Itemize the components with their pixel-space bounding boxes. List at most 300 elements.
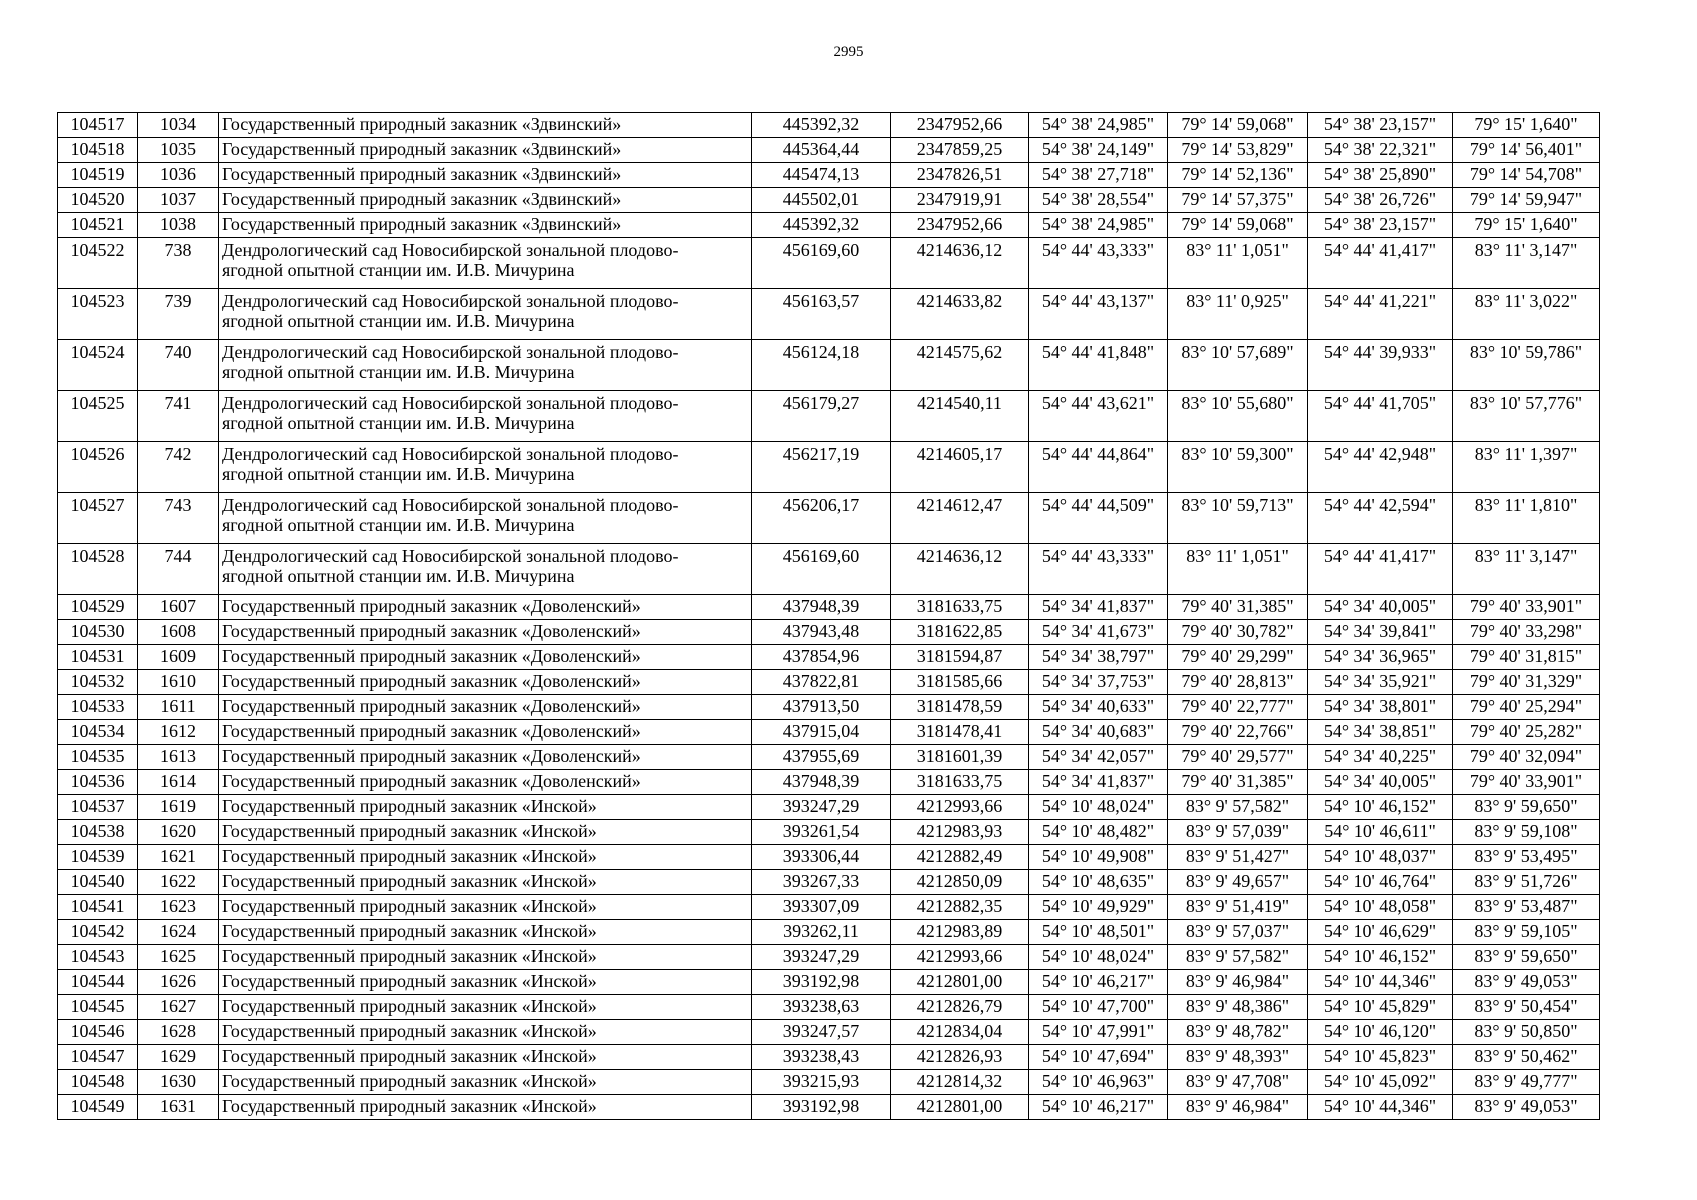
object-name-cell xyxy=(219,970,752,995)
longitude-1-cell: 79° 40' 29,577" xyxy=(1168,745,1308,770)
x-coordinate-cell: 393247,29 xyxy=(752,945,891,970)
point-number-cell: 1622 xyxy=(138,870,219,895)
latitude-2-cell: 54° 10' 44,346" xyxy=(1308,1095,1453,1120)
y-coordinate-cell: 2347826,51 xyxy=(891,163,1029,188)
table-row xyxy=(58,745,1600,770)
longitude-1-cell: 83° 10' 59,713" xyxy=(1168,493,1308,544)
latitude-1-cell: 54° 34' 37,753" xyxy=(1029,670,1168,695)
longitude-2-cell: 83° 9' 59,108" xyxy=(1453,820,1600,845)
longitude-1-cell: 79° 14' 57,375" xyxy=(1168,188,1308,213)
object-name-line: Государственный природный заказник «Доволенский» xyxy=(222,671,641,691)
object-name-line: Государственный природный заказник «Здвинский» xyxy=(222,214,622,234)
point-number-cell: 1607 xyxy=(138,595,219,620)
x-coordinate-cell: 445502,01 xyxy=(752,188,891,213)
page-number: 2995 xyxy=(833,44,864,60)
record-id-cell: 104548 xyxy=(58,1070,138,1095)
latitude-1-cell: 54° 44' 43,621" xyxy=(1029,391,1168,442)
point-number-cell: 1609 xyxy=(138,645,219,670)
y-coordinate-cell: 4212814,32 xyxy=(891,1070,1029,1095)
object-name-line: Государственный природный заказник «Здвинский» xyxy=(222,164,622,184)
latitude-2-cell: 54° 38' 23,157" xyxy=(1308,213,1453,238)
point-number-cell: 1623 xyxy=(138,895,219,920)
x-coordinate-cell: 393192,98 xyxy=(752,1095,891,1120)
longitude-1-cell: 79° 40' 31,385" xyxy=(1168,770,1308,795)
latitude-1-cell: 54° 44' 44,509" xyxy=(1029,493,1168,544)
object-name-line: Дендрологический сад Новосибирской зональной плодово- xyxy=(222,495,679,515)
table-row xyxy=(58,1020,1600,1045)
latitude-1-cell: 54° 44' 41,848" xyxy=(1029,340,1168,391)
longitude-1-cell: 83° 9' 49,657" xyxy=(1168,870,1308,895)
y-coordinate-cell: 4212983,89 xyxy=(891,920,1029,945)
latitude-2-cell: 54° 10' 46,152" xyxy=(1308,945,1453,970)
object-name-cell xyxy=(219,340,752,391)
object-name-cell xyxy=(219,138,752,163)
longitude-2-cell: 83° 11' 1,397" xyxy=(1453,442,1600,493)
latitude-2-cell: 54° 10' 45,829" xyxy=(1308,995,1453,1020)
latitude-1-cell: 54° 10' 46,217" xyxy=(1029,1095,1168,1120)
latitude-2-cell: 54° 34' 40,225" xyxy=(1308,745,1453,770)
latitude-2-cell: 54° 10' 45,823" xyxy=(1308,1045,1453,1070)
longitude-1-cell: 79° 40' 28,813" xyxy=(1168,670,1308,695)
object-name-line: Государственный природный заказник «Доволенский» xyxy=(222,696,641,716)
longitude-1-cell: 79° 40' 31,385" xyxy=(1168,595,1308,620)
longitude-2-cell: 83° 9' 51,726" xyxy=(1453,870,1600,895)
table-row xyxy=(58,795,1600,820)
object-name-line: ягодной опытной станции им. И.В. Мичурина xyxy=(222,413,575,433)
longitude-2-cell: 83° 9' 49,053" xyxy=(1453,970,1600,995)
longitude-1-cell: 83° 9' 57,582" xyxy=(1168,795,1308,820)
latitude-1-cell: 54° 10' 48,482" xyxy=(1029,820,1168,845)
table-row xyxy=(58,720,1600,745)
point-number-cell: 1626 xyxy=(138,970,219,995)
object-name-cell xyxy=(219,720,752,745)
longitude-1-cell: 83° 9' 57,582" xyxy=(1168,945,1308,970)
y-coordinate-cell: 3181601,39 xyxy=(891,745,1029,770)
object-name-cell xyxy=(219,1020,752,1045)
longitude-2-cell: 79° 14' 54,708" xyxy=(1453,163,1600,188)
point-number-cell: 1628 xyxy=(138,1020,219,1045)
longitude-2-cell: 79° 15' 1,640" xyxy=(1453,213,1600,238)
table-row xyxy=(58,1070,1600,1095)
table-row xyxy=(58,970,1600,995)
latitude-2-cell: 54° 10' 46,611" xyxy=(1308,820,1453,845)
y-coordinate-cell: 4214540,11 xyxy=(891,391,1029,442)
longitude-2-cell: 79° 40' 33,901" xyxy=(1453,595,1600,620)
x-coordinate-cell: 393238,43 xyxy=(752,1045,891,1070)
latitude-1-cell: 54° 34' 40,633" xyxy=(1029,695,1168,720)
object-name-line: Дендрологический сад Новосибирской зональной плодово- xyxy=(222,291,679,311)
table-row xyxy=(58,870,1600,895)
table-row xyxy=(58,695,1600,720)
record-id-cell: 104529 xyxy=(58,595,138,620)
object-name-line: ягодной опытной станции им. И.В. Мичурина xyxy=(222,260,575,280)
x-coordinate-cell: 445392,32 xyxy=(752,113,891,138)
table-row xyxy=(58,493,1600,544)
object-name-cell xyxy=(219,391,752,442)
object-name-cell xyxy=(219,670,752,695)
longitude-1-cell: 83° 9' 46,984" xyxy=(1168,1095,1308,1120)
latitude-1-cell: 54° 10' 46,963" xyxy=(1029,1070,1168,1095)
x-coordinate-cell: 456206,17 xyxy=(752,493,891,544)
object-name-line: Государственный природный заказник «Инской» xyxy=(222,821,597,841)
point-number-cell: 1624 xyxy=(138,920,219,945)
y-coordinate-cell: 4212983,93 xyxy=(891,820,1029,845)
latitude-2-cell: 54° 10' 48,037" xyxy=(1308,845,1453,870)
longitude-2-cell: 83° 9' 59,650" xyxy=(1453,945,1600,970)
longitude-2-cell: 83° 10' 57,776" xyxy=(1453,391,1600,442)
record-id-cell: 104535 xyxy=(58,745,138,770)
x-coordinate-cell: 456163,57 xyxy=(752,289,891,340)
table-row xyxy=(58,820,1600,845)
point-number-cell: 1611 xyxy=(138,695,219,720)
point-number-cell: 1613 xyxy=(138,745,219,770)
point-number-cell: 1620 xyxy=(138,820,219,845)
record-id-cell: 104524 xyxy=(58,340,138,391)
record-id-cell: 104521 xyxy=(58,213,138,238)
latitude-2-cell: 54° 44' 41,417" xyxy=(1308,544,1453,595)
x-coordinate-cell: 393267,33 xyxy=(752,870,891,895)
longitude-1-cell: 83° 9' 51,419" xyxy=(1168,895,1308,920)
y-coordinate-cell: 2347952,66 xyxy=(891,113,1029,138)
latitude-2-cell: 54° 34' 40,005" xyxy=(1308,595,1453,620)
latitude-2-cell: 54° 44' 41,417" xyxy=(1308,238,1453,289)
record-id-cell: 104540 xyxy=(58,870,138,895)
object-name-cell xyxy=(219,845,752,870)
y-coordinate-cell: 4214575,62 xyxy=(891,340,1029,391)
coordinates-table xyxy=(57,112,1600,1120)
object-name-cell xyxy=(219,163,752,188)
record-id-cell: 104518 xyxy=(58,138,138,163)
object-name-cell xyxy=(219,795,752,820)
longitude-1-cell: 83° 9' 57,039" xyxy=(1168,820,1308,845)
point-number-cell: 1608 xyxy=(138,620,219,645)
point-number-cell: 1630 xyxy=(138,1070,219,1095)
x-coordinate-cell: 445364,44 xyxy=(752,138,891,163)
x-coordinate-cell: 456169,60 xyxy=(752,238,891,289)
point-number-cell: 1037 xyxy=(138,188,219,213)
object-name-cell xyxy=(219,213,752,238)
latitude-1-cell: 54° 38' 24,149" xyxy=(1029,138,1168,163)
object-name-cell xyxy=(219,113,752,138)
x-coordinate-cell: 393247,29 xyxy=(752,795,891,820)
latitude-1-cell: 54° 34' 41,837" xyxy=(1029,595,1168,620)
x-coordinate-cell: 445392,32 xyxy=(752,213,891,238)
point-number-cell: 1631 xyxy=(138,1095,219,1120)
object-name-line: Государственный природный заказник «Инской» xyxy=(222,996,597,1016)
x-coordinate-cell: 456179,27 xyxy=(752,391,891,442)
point-number-cell: 744 xyxy=(138,544,219,595)
longitude-2-cell: 83° 11' 3,022" xyxy=(1453,289,1600,340)
y-coordinate-cell: 4212801,00 xyxy=(891,1095,1029,1120)
record-id-cell: 104520 xyxy=(58,188,138,213)
object-name-cell xyxy=(219,770,752,795)
longitude-1-cell: 83° 11' 1,051" xyxy=(1168,544,1308,595)
record-id-cell: 104526 xyxy=(58,442,138,493)
record-id-cell: 104525 xyxy=(58,391,138,442)
object-name-line: ягодной опытной станции им. И.В. Мичурина xyxy=(222,515,575,535)
y-coordinate-cell: 4214636,12 xyxy=(891,544,1029,595)
longitude-1-cell: 83° 9' 48,393" xyxy=(1168,1045,1308,1070)
record-id-cell: 104549 xyxy=(58,1095,138,1120)
latitude-1-cell: 54° 10' 47,700" xyxy=(1029,995,1168,1020)
table-row xyxy=(58,340,1600,391)
record-id-cell: 104537 xyxy=(58,795,138,820)
object-name-line: Дендрологический сад Новосибирской зональной плодово- xyxy=(222,546,679,566)
table-row xyxy=(58,113,1600,138)
record-id-cell: 104530 xyxy=(58,620,138,645)
object-name-line: Государственный природный заказник «Инской» xyxy=(222,971,597,991)
x-coordinate-cell: 393306,44 xyxy=(752,845,891,870)
table-row xyxy=(58,670,1600,695)
longitude-2-cell: 83° 9' 50,462" xyxy=(1453,1045,1600,1070)
x-coordinate-cell: 445474,13 xyxy=(752,163,891,188)
y-coordinate-cell: 4212993,66 xyxy=(891,795,1029,820)
y-coordinate-cell: 3181633,75 xyxy=(891,595,1029,620)
record-id-cell: 104543 xyxy=(58,945,138,970)
latitude-2-cell: 54° 44' 41,221" xyxy=(1308,289,1453,340)
table-row xyxy=(58,945,1600,970)
longitude-2-cell: 79° 40' 33,298" xyxy=(1453,620,1600,645)
longitude-1-cell: 79° 40' 22,777" xyxy=(1168,695,1308,720)
latitude-1-cell: 54° 38' 28,554" xyxy=(1029,188,1168,213)
longitude-2-cell: 83° 11' 1,810" xyxy=(1453,493,1600,544)
longitude-2-cell: 83° 9' 53,487" xyxy=(1453,895,1600,920)
object-name-line: Государственный природный заказник «Инской» xyxy=(222,946,597,966)
object-name-line: Государственный природный заказник «Инской» xyxy=(222,1046,597,1066)
point-number-cell: 1619 xyxy=(138,795,219,820)
x-coordinate-cell: 437948,39 xyxy=(752,770,891,795)
object-name-cell xyxy=(219,995,752,1020)
latitude-1-cell: 54° 10' 46,217" xyxy=(1029,970,1168,995)
latitude-1-cell: 54° 10' 49,908" xyxy=(1029,845,1168,870)
longitude-1-cell: 79° 14' 59,068" xyxy=(1168,213,1308,238)
longitude-2-cell: 83° 11' 3,147" xyxy=(1453,238,1600,289)
point-number-cell: 1035 xyxy=(138,138,219,163)
longitude-2-cell: 83° 9' 53,495" xyxy=(1453,845,1600,870)
object-name-line: Государственный природный заказник «Доволенский» xyxy=(222,721,641,741)
longitude-1-cell: 79° 14' 59,068" xyxy=(1168,113,1308,138)
y-coordinate-cell: 4212882,35 xyxy=(891,895,1029,920)
point-number-cell: 1034 xyxy=(138,113,219,138)
object-name-cell xyxy=(219,820,752,845)
latitude-2-cell: 54° 44' 41,705" xyxy=(1308,391,1453,442)
record-id-cell: 104522 xyxy=(58,238,138,289)
x-coordinate-cell: 393238,63 xyxy=(752,995,891,1020)
longitude-2-cell: 79° 15' 1,640" xyxy=(1453,113,1600,138)
longitude-1-cell: 79° 14' 52,136" xyxy=(1168,163,1308,188)
y-coordinate-cell: 4212834,04 xyxy=(891,1020,1029,1045)
object-name-cell xyxy=(219,188,752,213)
table-row xyxy=(58,770,1600,795)
longitude-1-cell: 79° 40' 22,766" xyxy=(1168,720,1308,745)
longitude-2-cell: 83° 9' 49,053" xyxy=(1453,1095,1600,1120)
longitude-2-cell: 83° 9' 50,850" xyxy=(1453,1020,1600,1045)
latitude-2-cell: 54° 10' 44,346" xyxy=(1308,970,1453,995)
table-row xyxy=(58,213,1600,238)
object-name-line: Государственный природный заказник «Инской» xyxy=(222,1021,597,1041)
y-coordinate-cell: 4212826,79 xyxy=(891,995,1029,1020)
x-coordinate-cell: 393192,98 xyxy=(752,970,891,995)
object-name-line: Государственный природный заказник «Инской» xyxy=(222,1096,597,1116)
table-row xyxy=(58,138,1600,163)
object-name-line: Государственный природный заказник «Инской» xyxy=(222,796,597,816)
latitude-2-cell: 54° 10' 46,152" xyxy=(1308,795,1453,820)
y-coordinate-cell: 2347919,91 xyxy=(891,188,1029,213)
y-coordinate-cell: 4212882,49 xyxy=(891,845,1029,870)
y-coordinate-cell: 4214612,47 xyxy=(891,493,1029,544)
object-name-line: Государственный природный заказник «Доволенский» xyxy=(222,771,641,791)
longitude-2-cell: 83° 10' 59,786" xyxy=(1453,340,1600,391)
point-number-cell: 741 xyxy=(138,391,219,442)
longitude-1-cell: 83° 9' 57,037" xyxy=(1168,920,1308,945)
y-coordinate-cell: 3181585,66 xyxy=(891,670,1029,695)
record-id-cell: 104539 xyxy=(58,845,138,870)
latitude-1-cell: 54° 10' 47,694" xyxy=(1029,1045,1168,1070)
latitude-1-cell: 54° 10' 49,929" xyxy=(1029,895,1168,920)
point-number-cell: 1625 xyxy=(138,945,219,970)
latitude-1-cell: 54° 34' 41,673" xyxy=(1029,620,1168,645)
table-row xyxy=(58,895,1600,920)
point-number-cell: 1629 xyxy=(138,1045,219,1070)
object-name-cell xyxy=(219,895,752,920)
record-id-cell: 104544 xyxy=(58,970,138,995)
longitude-2-cell: 79° 40' 31,815" xyxy=(1453,645,1600,670)
x-coordinate-cell: 456217,19 xyxy=(752,442,891,493)
x-coordinate-cell: 456124,18 xyxy=(752,340,891,391)
longitude-2-cell: 79° 14' 59,947" xyxy=(1453,188,1600,213)
record-id-cell: 104534 xyxy=(58,720,138,745)
table-row xyxy=(58,188,1600,213)
x-coordinate-cell: 393261,54 xyxy=(752,820,891,845)
latitude-1-cell: 54° 10' 48,501" xyxy=(1029,920,1168,945)
longitude-1-cell: 83° 10' 59,300" xyxy=(1168,442,1308,493)
latitude-2-cell: 54° 34' 39,841" xyxy=(1308,620,1453,645)
table-row xyxy=(58,595,1600,620)
latitude-1-cell: 54° 44' 44,864" xyxy=(1029,442,1168,493)
latitude-2-cell: 54° 44' 42,948" xyxy=(1308,442,1453,493)
point-number-cell: 742 xyxy=(138,442,219,493)
latitude-1-cell: 54° 10' 47,991" xyxy=(1029,1020,1168,1045)
longitude-1-cell: 83° 9' 46,984" xyxy=(1168,970,1308,995)
object-name-cell xyxy=(219,745,752,770)
object-name-cell xyxy=(219,493,752,544)
latitude-1-cell: 54° 38' 27,718" xyxy=(1029,163,1168,188)
record-id-cell: 104547 xyxy=(58,1045,138,1070)
table-body xyxy=(58,113,1600,1120)
object-name-cell xyxy=(219,1095,752,1120)
record-id-cell: 104546 xyxy=(58,1020,138,1045)
record-id-cell: 104533 xyxy=(58,695,138,720)
table-row xyxy=(58,391,1600,442)
table-row xyxy=(58,620,1600,645)
x-coordinate-cell: 437948,39 xyxy=(752,595,891,620)
latitude-2-cell: 54° 34' 40,005" xyxy=(1308,770,1453,795)
record-id-cell: 104523 xyxy=(58,289,138,340)
record-id-cell: 104517 xyxy=(58,113,138,138)
latitude-1-cell: 54° 34' 41,837" xyxy=(1029,770,1168,795)
latitude-2-cell: 54° 10' 46,629" xyxy=(1308,920,1453,945)
y-coordinate-cell: 3181633,75 xyxy=(891,770,1029,795)
x-coordinate-cell: 437822,81 xyxy=(752,670,891,695)
object-name-cell xyxy=(219,645,752,670)
latitude-1-cell: 54° 44' 43,137" xyxy=(1029,289,1168,340)
object-name-line: Государственный природный заказник «Доволенский» xyxy=(222,621,641,641)
table-row xyxy=(58,544,1600,595)
object-name-cell xyxy=(219,695,752,720)
object-name-line: Государственный природный заказник «Доволенский» xyxy=(222,596,641,616)
object-name-line: Государственный природный заказник «Доволенский» xyxy=(222,746,641,766)
object-name-line: Государственный природный заказник «Инской» xyxy=(222,921,597,941)
point-number-cell: 1612 xyxy=(138,720,219,745)
object-name-line: Дендрологический сад Новосибирской зональной плодово- xyxy=(222,393,679,413)
object-name-line: Государственный природный заказник «Здвинский» xyxy=(222,189,622,209)
latitude-1-cell: 54° 34' 42,057" xyxy=(1029,745,1168,770)
longitude-2-cell: 79° 40' 25,282" xyxy=(1453,720,1600,745)
y-coordinate-cell: 4212850,09 xyxy=(891,870,1029,895)
latitude-2-cell: 54° 38' 25,890" xyxy=(1308,163,1453,188)
object-name-line: ягодной опытной станции им. И.В. Мичурина xyxy=(222,464,575,484)
y-coordinate-cell: 4214605,17 xyxy=(891,442,1029,493)
record-id-cell: 104536 xyxy=(58,770,138,795)
record-id-cell: 104538 xyxy=(58,820,138,845)
latitude-2-cell: 54° 34' 35,921" xyxy=(1308,670,1453,695)
latitude-2-cell: 54° 10' 46,120" xyxy=(1308,1020,1453,1045)
latitude-2-cell: 54° 10' 45,092" xyxy=(1308,1070,1453,1095)
object-name-line: Дендрологический сад Новосибирской зональной плодово- xyxy=(222,342,679,362)
object-name-line: Государственный природный заказник «Инской» xyxy=(222,871,597,891)
y-coordinate-cell: 2347859,25 xyxy=(891,138,1029,163)
longitude-2-cell: 83° 11' 3,147" xyxy=(1453,544,1600,595)
object-name-line: Дендрологический сад Новосибирской зональной плодово- xyxy=(222,240,679,260)
table-row xyxy=(58,163,1600,188)
object-name-cell xyxy=(219,945,752,970)
x-coordinate-cell: 456169,60 xyxy=(752,544,891,595)
object-name-cell xyxy=(219,289,752,340)
object-name-line: Государственный природный заказник «Здвинский» xyxy=(222,139,622,159)
latitude-1-cell: 54° 10' 48,024" xyxy=(1029,945,1168,970)
table-row xyxy=(58,238,1600,289)
record-id-cell: 104531 xyxy=(58,645,138,670)
longitude-1-cell: 83° 11' 0,925" xyxy=(1168,289,1308,340)
x-coordinate-cell: 393215,93 xyxy=(752,1070,891,1095)
object-name-line: ягодной опытной станции им. И.В. Мичурина xyxy=(222,362,575,382)
x-coordinate-cell: 437915,04 xyxy=(752,720,891,745)
x-coordinate-cell: 437943,48 xyxy=(752,620,891,645)
y-coordinate-cell: 3181594,87 xyxy=(891,645,1029,670)
object-name-cell xyxy=(219,1070,752,1095)
object-name-line: Государственный природный заказник «Здвинский» xyxy=(222,114,622,134)
object-name-cell xyxy=(219,442,752,493)
x-coordinate-cell: 437955,69 xyxy=(752,745,891,770)
longitude-1-cell: 83° 9' 48,782" xyxy=(1168,1020,1308,1045)
longitude-2-cell: 79° 40' 32,094" xyxy=(1453,745,1600,770)
object-name-line: ягодной опытной станции им. И.В. Мичурина xyxy=(222,311,575,331)
point-number-cell: 738 xyxy=(138,238,219,289)
longitude-2-cell: 79° 14' 56,401" xyxy=(1453,138,1600,163)
latitude-2-cell: 54° 38' 23,157" xyxy=(1308,113,1453,138)
point-number-cell: 1627 xyxy=(138,995,219,1020)
longitude-2-cell: 83° 9' 59,650" xyxy=(1453,795,1600,820)
y-coordinate-cell: 3181622,85 xyxy=(891,620,1029,645)
longitude-1-cell: 83° 9' 47,708" xyxy=(1168,1070,1308,1095)
object-name-line: ягодной опытной станции им. И.В. Мичурина xyxy=(222,566,575,586)
latitude-2-cell: 54° 38' 22,321" xyxy=(1308,138,1453,163)
record-id-cell: 104542 xyxy=(58,920,138,945)
point-number-cell: 743 xyxy=(138,493,219,544)
point-number-cell: 740 xyxy=(138,340,219,391)
point-number-cell: 1036 xyxy=(138,163,219,188)
longitude-1-cell: 83° 10' 55,680" xyxy=(1168,391,1308,442)
